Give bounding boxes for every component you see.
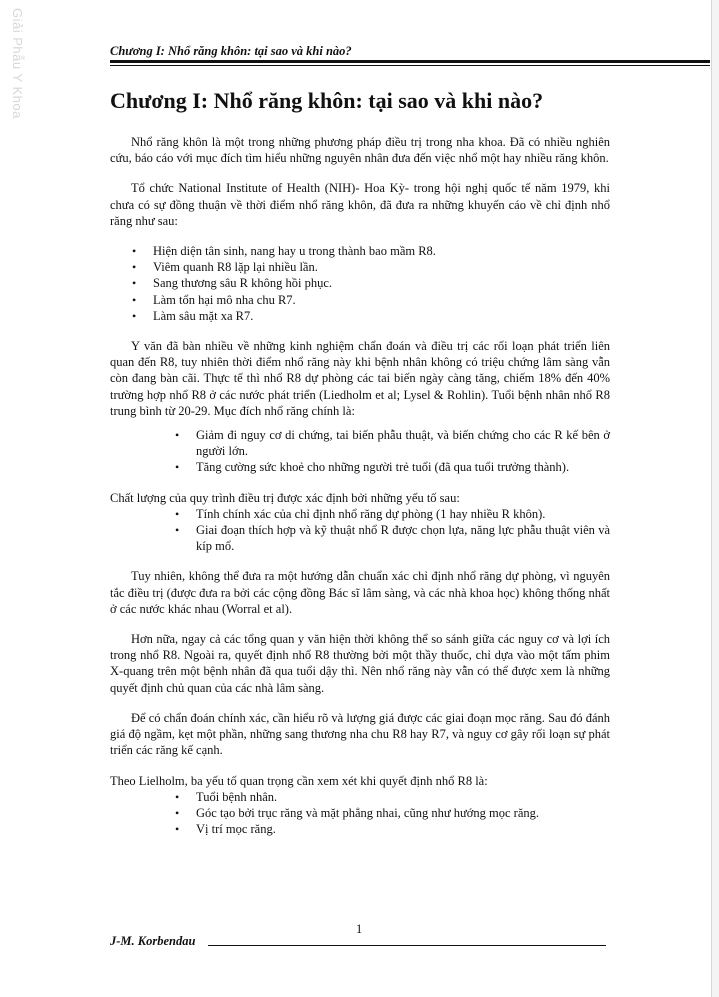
list-item: • Góc tạo bởi trục răng và mặt phẳng nhai, cũng như hướng mọc răng. [175,805,539,820]
paragraph-8: Theo Lielholm, ba yếu tố quan trọng cần xem xét khi quyết định nhổ R8 là: [110,773,488,788]
list-item: • Giảm đi nguy cơ di chứng, tai biến phẫu thuật, và biến chứng cho các R kế bên ở người lớn. [175,428,610,459]
bullet-icon: • [175,460,180,475]
list-item: • Viêm quanh R8 lặp lại nhiều lần. [132,260,318,275]
watermark: Giải Phẫu Y Khoa [10,8,25,119]
paragraph-6: Hơn nữa, ngay cả các tổng quan y văn hiện thời không thể so sánh giữa các nguy cơ và lợi ích trong nhổ R8. Ngoài ra, quyết định nhổ R8 thường bởi một thầy thuốc, chỉ dựa vào một tấm phim X-quang trên một bệnh nhân đã qua tuổi dậy thì. Nên nhổ răng này vẫn có thể được xem là những quyết định chủ quan của các nhà lâm sàng. [110,632,610,695]
quality-list [110,506,610,555]
list-item: • Hiện diện tân sinh, nang hay u trong thành bao mầm R8. [132,244,436,259]
list-item: • Tuổi bệnh nhân. [175,789,278,804]
bullet-icon: • [175,428,180,443]
paragraph-2: Tổ chức National Institute of Health (NIH)- Hoa Kỳ- trong hội nghị quốc tế năm 1979, khi chưa có sự đồng thuận về thời điểm nhổ răng khôn, đã đưa ra những khuyến cáo về chỉ định nhổ răng như sau: [110,181,610,228]
list-item: • Giai đoạn thích hợp và kỹ thuật nhổ R được chọn lựa, năng lực phẫu thuật viên và kíp mổ. [175,523,610,554]
list-item: • Vị trí mọc răng. [175,822,276,837]
bullet-icon: • [175,805,180,820]
footer-rule [208,945,606,946]
bullet-icon: • [132,244,137,259]
paragraph-5: Tuy nhiên, không thể đưa ra một hướng dẫn chuẩn xác chỉ định nhổ răng dự phòng, vì nguyên tắc điều trị (được đưa ra bởi các cộng đồng Bác sĩ lâm sàng, và các nhà khoa học) không thống nhất ở các nước khác nhau (Worral et al). [110,569,610,616]
paragraph-3: Y văn đã bàn nhiều về những kinh nghiệm chẩn đoán và điều trị các rối loạn phát triển liên quan đến R8, tuy nhiên thời điểm nhổ răng này khi bệnh nhân không có triệu chứng lâm sàng vẫn còn đang bàn cãi. Thực tế thì nhổ R8 dự phòng các tai biến ngày càng tăng, chiếm 18% đến 40% trường hợp nhổ R8 ở các nước phát triển (Liedholm et al; Lysel & Rohlin). Tuổi bệnh nhân nhổ R8 trung bình từ 20-29. Mục đích nhổ răng chính là: [110,339,610,418]
bullet-icon: • [132,260,137,275]
paragraph-7: Để có chẩn đoán chính xác, cần hiểu rõ và lượng giá được các giai đoạn mọc răng. Sau đó đánh giá độ ngầm, kẹt một phần, những sang thương nha chu R8 hay R7, và nguy cơ gây rối loạn sự phát triển các răng kế cạnh. [110,710,610,758]
page-content [110,86,610,837]
footer-author: J-M. Korbendau [110,934,196,948]
list-item: • Tính chính xác của chỉ định nhổ răng dự phòng (1 hay nhiều R khôn). [175,506,546,521]
running-header: Chương I: Nhổ răng khôn: tại sao và khi nào? [110,44,352,58]
list-item: • Sang thương sâu R không hồi phục. [132,276,333,291]
nih-list [110,243,610,324]
bullet-icon: • [175,506,180,521]
bullet-icon: • [132,292,137,307]
bullet-icon: • [132,276,137,291]
list-item: • Làm sâu mặt xa R7. [132,308,254,323]
bullet-icon: • [132,308,137,323]
paragraph-1: Nhổ răng khôn là một trong những phương pháp điều trị trong nha khoa. Đã có nhiều nghiên cứu, báo cáo với mục đích tìm hiểu những nguyên nhân đưa đến việc nhổ một hay nhiều răng khôn. [110,135,610,166]
list-item: • Làm tổn hại mô nha chu R7. [132,292,296,307]
bullet-icon: • [175,822,180,837]
chapter-title: Chương I: Nhổ răng khôn: tại sao và khi nào? [110,88,544,113]
page-number: 1 [356,922,363,936]
list-item: • Tăng cường sức khoẻ cho những người trẻ tuổi (đã qua tuổi trưởng thành). [175,460,570,475]
factors-list [110,789,610,838]
purpose-list [110,427,610,476]
paragraph-4: Chất lượng của quy trình điều trị được xác định bởi những yếu tố sau: [110,490,460,505]
bullet-icon: • [175,789,180,804]
header-rule-thick [110,60,710,63]
bullet-icon: • [175,523,180,538]
header-rule-thin [110,65,710,66]
